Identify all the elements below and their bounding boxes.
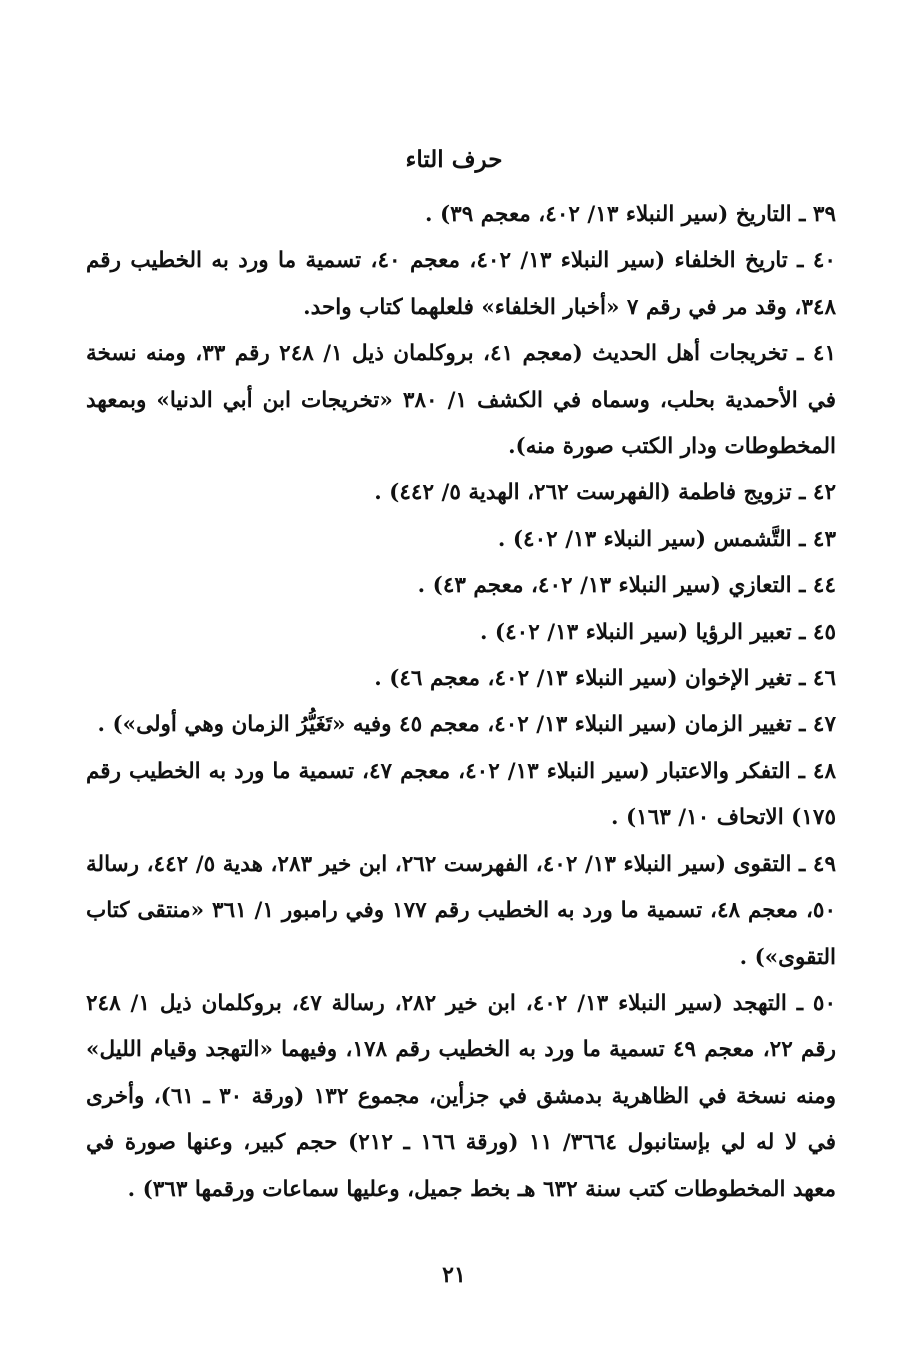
page-number: ٢١ — [442, 1262, 466, 1288]
list-item: ٤٥ ـ تعبير الرؤيا (سير النبلاء ١٣/ ٤٠٢) . — [479, 619, 836, 645]
list-item: ٥٠ ـ التهجد (سير النبلاء ١٣/ ٤٠٢، ابن خير ٢٨٢، رسالة ٤٧، بروكلمان ذيل ١/ ٢٤٨ رقم ٢٢، معجم ٤٩ تسمية ما ورد به الخطيب رقم ١٧٨، وفيهما «التهجد وقيام الليل» ومنه نسخة في الظاهرية بدمشق في جزأين، مجموع ١٣٢ (ورقة ٣٠ ـ ٦١)، وأخرى في لا له لي بإستانبول ٣٦٦٤/ ١١ (ورقة ١٦٦ ـ ٢١٢) حجم كبير، وعنها صورة في معهد المخطوطات كتب سنة ٦٣٢ هـ بخط جميل، وعليها سماعات ورقمها ٣٦٣) . — [86, 990, 837, 1202]
list-item: ٤٣ ـ التَّشمس (سير النبلاء ١٣/ ٤٠٢) . — [497, 526, 836, 552]
list-item: ٤٨ ـ التفكر والاعتبار (سير النبلاء ١٣/ ٤٠٢، معجم ٤٧، تسمية ما ورد به الخطيب رقم ١٧٥) الاتحاف ١٠/ ١٦٣) . — [86, 758, 836, 831]
list-item: ٤٢ ـ تزويج فاطمة (الفهرست ٢٦٢، الهدية ٥/ ٤٤٢) . — [374, 480, 836, 506]
list-item: ٤٩ ـ التقوى (سير النبلاء ١٣/ ٤٠٢، الفهرست ٢٦٢، ابن خير ٢٨٣، هدية ٥/ ٤٤٢، رسالة ٥٠، معجم ٤٨، تسمية ما ورد به الخطيب رقم ١٧٧ وفي رامبور ١/ ٣٦١ «منتقى كتاب التقوى») . — [86, 851, 837, 970]
entries-list — [86, 192, 836, 1213]
list-item: ٤٦ ـ تغير الإخوان (سير النبلاء ١٣/ ٤٠٢، معجم ٤٦) . — [374, 666, 836, 692]
list-item: ٤٤ ـ التعازي (سير النبلاء ١٣/ ٤٠٢، معجم ٤٣) . — [417, 573, 836, 599]
list-item: ٣٩ ـ التاريخ (سير النبلاء ١٣/ ٤٠٢، معجم ٣٩) . — [425, 202, 836, 227]
list-item: ٤٧ ـ تغيير الزمان (سير النبلاء ١٣/ ٤٠٢، معجم ٤٥ وفيه «تَغَيُّرُ الزمان وهي أولى») . — [97, 712, 836, 738]
list-item: ٤١ ـ تخريجات أهل الحديث (معجم ٤١، بروكلمان ذيل ١/ ٢٤٨ رقم ٣٣، ومنه نسخة في الأحمدية بحلب، وسماه في الكشف ١/ ٣٨٠ «تخريجات ابن أبي الدنيا» وبمعهد المخطوطات ودار الكتب صورة منه). — [86, 341, 836, 460]
list-item: ٤٠ ـ تاريخ الخلفاء (سير النبلاء ١٣/ ٤٠٢، معجم ٤٠، تسمية ما ورد به الخطيب رقم ٣٤٨، وقد مر في رقم ٧ «أخبار الخلفاء» فلعلهما كتاب واحد. — [86, 248, 836, 320]
section-title: حرف التاء — [405, 146, 503, 173]
